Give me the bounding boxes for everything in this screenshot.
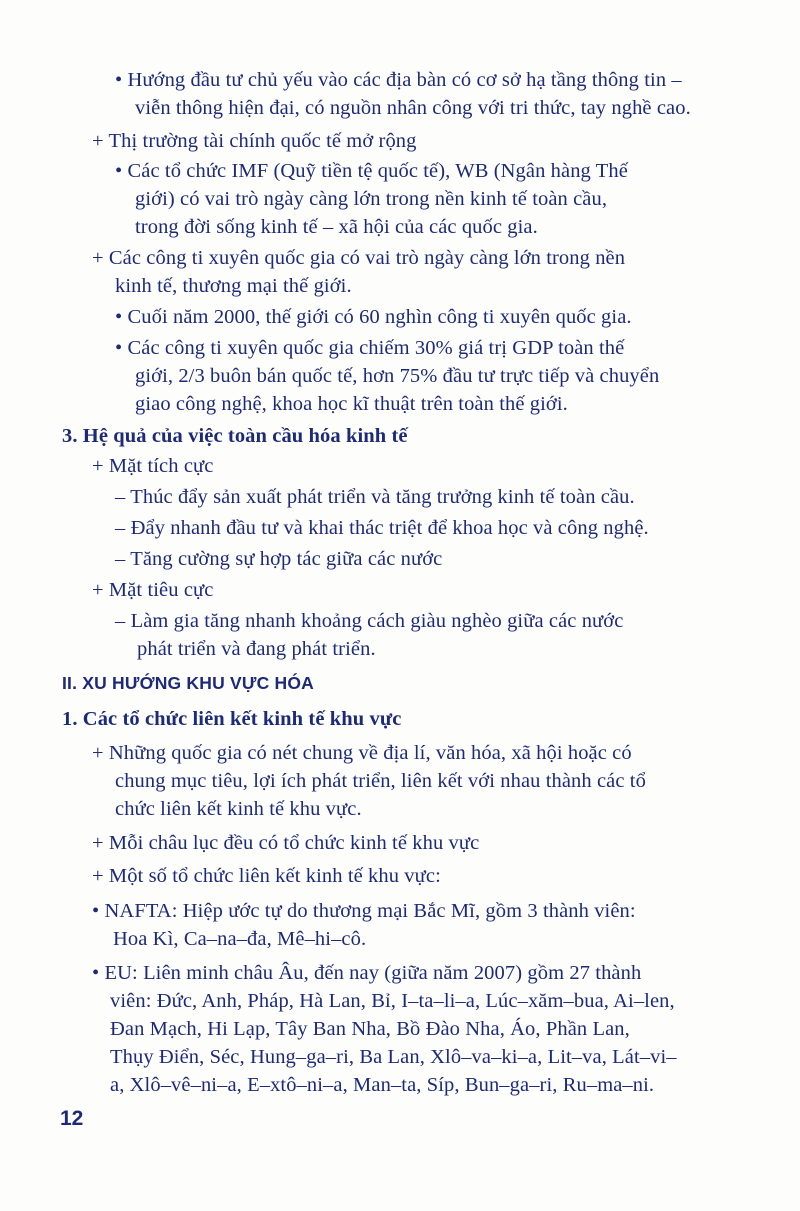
plus-line (92, 829, 479, 857)
plus-marker: + (92, 742, 104, 764)
text-line: Một số tổ chức liên kết kinh tế khu vực: (108, 865, 441, 887)
text-line: trong đời sống kinh tế – xã hội của các quốc gia. (135, 216, 538, 238)
plus-marker: + (92, 579, 104, 601)
dash-line (115, 607, 623, 635)
plus-marker: + (92, 247, 104, 269)
text-line: kinh tế, thương mại thế giới. (115, 275, 352, 297)
plus-line (92, 576, 213, 604)
text-line: Cuối năm 2000, thế giới có 60 nghìn công ti xuyên quốc gia. (127, 306, 632, 328)
bullet-line (115, 303, 632, 331)
text-line: Đan Mạch, Hi Lạp, Tây Ban Nha, Bồ Đào Nha, Áo, Phần Lan, (110, 1018, 630, 1040)
text-line: Thúc đẩy sản xuất phát triển và tăng trưởng kinh tế toàn cầu. (130, 486, 635, 508)
plus-marker: + (92, 865, 104, 887)
bullet-marker: • (115, 306, 123, 328)
plus-line (92, 452, 213, 480)
text-line: viễn thông hiện đại, có nguồn nhân công với tri thức, tay nghề cao. (135, 97, 691, 119)
bullet-marker: • (115, 69, 123, 91)
plus-line (92, 739, 632, 767)
section-heading: 3. Hệ quả của việc toàn cầu hóa kinh tế (62, 425, 408, 447)
bullet-marker: • (92, 962, 100, 984)
text-line: chung mục tiêu, lợi ích phát triển, liên kết với nhau thành các tổ (115, 770, 646, 792)
text-line: Các tổ chức IMF (Quỹ tiền tệ quốc tế), WB (Ngân hàng Thế (127, 160, 628, 182)
plus-line (92, 244, 625, 272)
plus-marker: + (92, 832, 104, 854)
dash-line (115, 483, 635, 511)
bullet-line (92, 959, 641, 987)
dash-line (115, 514, 649, 542)
text-line: giới) có vai trò ngày càng lớn trong nền kinh tế toàn cầu, (135, 188, 608, 210)
plus-marker: + (92, 130, 104, 152)
text-line: giới, 2/3 buôn bán quốc tế, hơn 75% đầu tư trực tiếp và chuyển (135, 365, 660, 387)
text-line: Hoa Kì, Ca–na–đa, Mê–hi–cô. (113, 928, 367, 950)
text-line: Mỗi châu lục đều có tổ chức kinh tế khu vực (108, 832, 480, 854)
text-line: a, Xlô–vê–ni–a, E–xtô–ni–a, Man–ta, Síp, Bun–ga–ri, Ru–ma–ni. (110, 1074, 655, 1096)
text-line: Các công ti xuyên quốc gia có vai trò ngày càng lớn trong nền (108, 247, 626, 269)
text-line: Đẩy nhanh đầu tư và khai thác triệt để khoa học và công nghệ. (130, 517, 649, 539)
text-line: NAFTA: Hiệp ước tự do thương mại Bắc Mĩ, gồm 3 thành viên: (104, 900, 636, 922)
text-line: EU: Liên minh châu Âu, đến nay (giữa năm 2007) gồm 27 thành (104, 962, 642, 984)
bullet-line (115, 334, 624, 362)
dash-marker: – (115, 548, 126, 570)
bullet-marker: • (92, 900, 100, 922)
text-line: Thị trường tài chính quốc tế mở rộng (108, 130, 417, 152)
bullet-line (115, 157, 628, 185)
text-line: phát triển và đang phát triển. (137, 638, 376, 660)
plus-line (92, 862, 441, 890)
text-line: Hướng đầu tư chủ yếu vào các địa bàn có cơ sở hạ tầng thông tin – (127, 69, 682, 91)
text-line: Thụy Điển, Séc, Hung–ga–ri, Ba Lan, Xlô–va–ki–a, Lit–va, Lát–vi– (110, 1046, 677, 1068)
text-line: Làm gia tăng nhanh khoảng cách giàu nghèo giữa các nước (130, 610, 624, 632)
text-line: Các công ti xuyên quốc gia chiếm 30% giá trị GDP toàn thế (127, 337, 625, 359)
section-heading: 1. Các tổ chức liên kết kinh tế khu vực (62, 708, 402, 730)
bullet-marker: • (115, 337, 123, 359)
bullet-line (92, 897, 636, 925)
text-line: Những quốc gia có nét chung về địa lí, văn hóa, xã hội hoặc có (108, 742, 632, 764)
text-line: Mặt tích cực (108, 455, 214, 477)
dash-line (115, 545, 442, 573)
text-line: viên: Đức, Anh, Pháp, Hà Lan, Bỉ, I–ta–li–a, Lúc–xăm–bua, Ai–len, (110, 990, 675, 1012)
bullet-line (115, 66, 682, 94)
text-line: Mặt tiêu cực (108, 579, 214, 601)
text-line: chức liên kết kinh tế khu vực. (115, 798, 362, 820)
dash-marker: – (115, 517, 126, 539)
plus-line (92, 127, 417, 155)
page-number: 12 (60, 1107, 84, 1130)
dash-marker: – (115, 486, 126, 508)
plus-marker: + (92, 455, 104, 477)
dash-marker: – (115, 610, 126, 632)
chapter-heading: II. XU HƯỚNG KHU VỰC HÓA (62, 673, 314, 693)
text-line: giao công nghệ, khoa học kĩ thuật trên toàn thế giới. (135, 393, 568, 415)
text-line: Tăng cường sự hợp tác giữa các nước (130, 548, 443, 570)
bullet-marker: • (115, 160, 123, 182)
